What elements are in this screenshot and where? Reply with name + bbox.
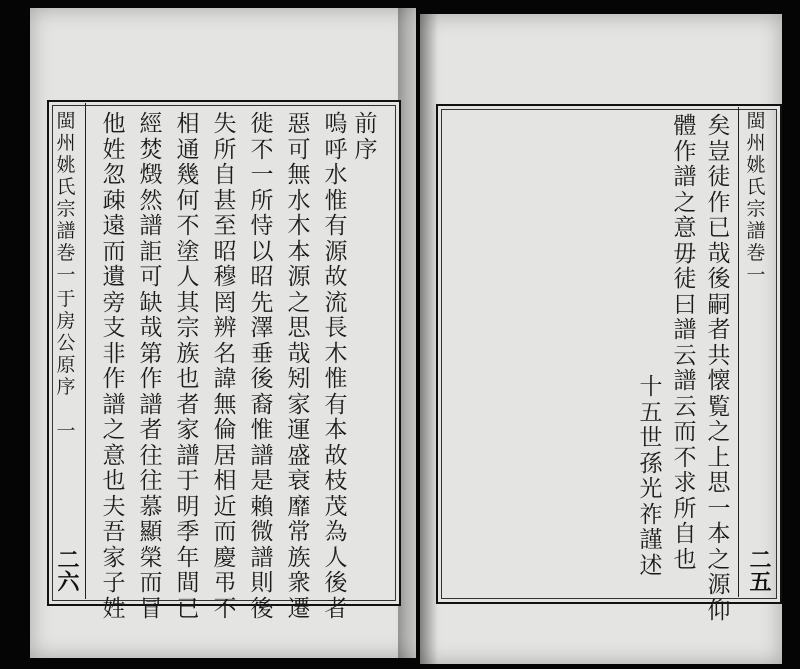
margin-rule-right [738, 107, 739, 597]
author-signature-column: 十 五 世 孫 光 祚 謹 述 [639, 374, 663, 579]
margin-rule-left [85, 103, 86, 599]
right-text-column: 矣 豈 徒 作 已 哉 後 嗣 者 共 懐 覧 之 上 思 一 本 之 源 仰 [707, 113, 731, 624]
left-text-column: 經 焚 燬 然 譜 詎 可 缺 哉 第 作 譜 者 往 往 慕 顯 榮 而 冒 [139, 111, 163, 622]
left-text-column: 他 姓 忽 疎 遠 而 遺 旁 支 非 作 譜 之 意 也 夫 吾 家 子 姓 [102, 111, 126, 622]
right-text-column: 體 作 譜 之 意 毋 徒 曰 譜 云 譜 云 而 不 求 所 自 也 [673, 113, 697, 573]
left-heading: 前 序 [354, 111, 378, 163]
left-page-number: 二六 [54, 548, 80, 592]
left-margin-page-small: 一 [56, 420, 76, 442]
left-text-column: 惡 可 無 水 木 本 源 之 思 哉 矧 家 運 盛 衰 靡 常 族 衆 遷 [287, 111, 311, 622]
right-margin-title: 閩 州 姚 氏 宗 譜 巻 一 [746, 110, 766, 286]
left-text-column: 相 通 幾 何 不 塗 人 其 宗 族 也 者 家 譜 于 明 季 年 間 已 [176, 111, 200, 622]
left-text-column: 失 所 自 甚 至 昭 穆 罔 辨 名 諱 無 倫 居 相 近 而 慶 弔 不 [213, 111, 237, 622]
left-margin-section: 于 房 公 原 序 [56, 288, 76, 398]
left-text-column: 徙 不 一 所 恃 以 昭 先 澤 垂 後 裔 惟 譜 是 賴 微 譜 則 後 [250, 111, 274, 622]
left-margin-title: 閩 州 姚 氏 宗 譜 巻 一 [56, 110, 76, 286]
left-text-column: 嗚 呼 水 惟 有 源 故 流 長 木 惟 有 本 故 枝 茂 為 人 後 者 [324, 111, 348, 622]
right-page-number: 二五 [746, 548, 772, 592]
